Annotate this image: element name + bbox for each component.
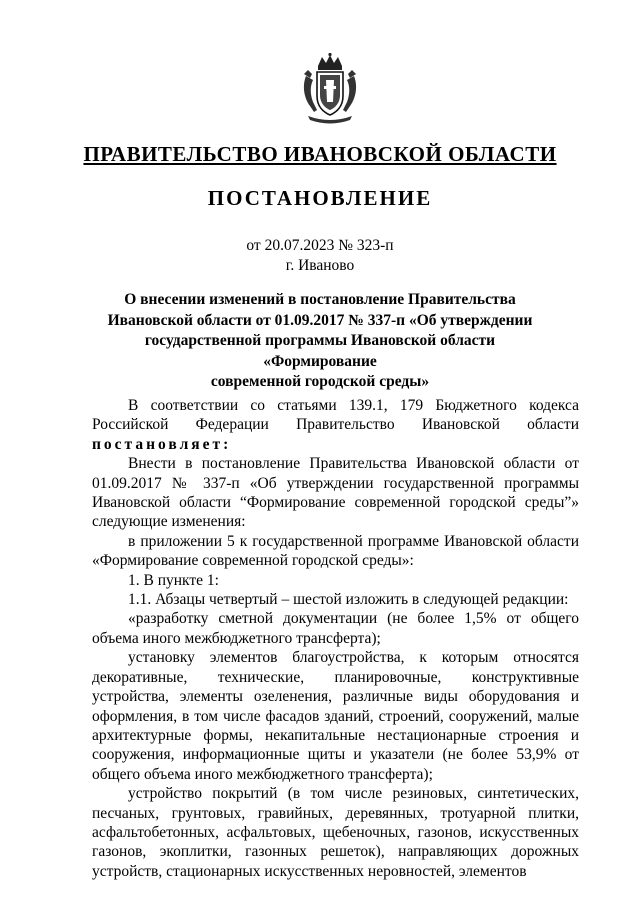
subject-line: Ивановской области от 01.09.2017 № 337-п «Об утверждении: [107, 311, 533, 329]
body-paragraph: Внести в постановление Правительства Ивановской области от 01.09.2017 № 337-п «Об утверждении государственной программы Ивановской области “Формирование современной городской среды”» следующие изменения:: [92, 455, 579, 531]
coat-of-arms-icon: [298, 52, 362, 124]
document-subject: [96, 290, 544, 393]
document-type: ПОСТАНОВЛЕНИЕ: [207, 186, 433, 210]
subject-line: современной городской среды»: [210, 373, 430, 390]
resolves-word: постановляет:: [92, 435, 232, 453]
document-body: [92, 396, 579, 881]
body-paragraph: [92, 396, 579, 454]
body-paragraph: устройство покрытий (в том числе резиновых, синтетических, песчаных, грунтовых, гравийных, деревянных, тротуарной плитки, асфальтобетонных, асфальтовых, щебеночных, газонов, искусственных газонов, экоплитки, газонных решеток), направляющих дорожных устройств, стационарных искусственных неровностей, элементов: [92, 785, 579, 880]
document-city: г. Иваново: [285, 257, 355, 274]
government-name: ПРАВИТЕЛЬСТВО ИВАНОВСКОЙ ОБЛАСТИ: [83, 142, 557, 166]
preamble-text: В соответствии со статьями 139.1, 179 Бюджетного кодекса Российской Федерации Правительство Ивановской области: [92, 397, 579, 434]
body-paragraph: «разработку сметной документации (не более 1,5% от общего объема иного межбюджетного трансферта);: [92, 610, 579, 647]
body-paragraph: 1.1. Абзацы четвертый – шестой изложить в следующей редакции:: [128, 591, 569, 609]
body-paragraph: 1. В пункте 1:: [128, 571, 219, 589]
body-paragraph: в приложении 5 к государственной программе Ивановской области «Формирование современной городской среды»:: [92, 532, 579, 570]
body-paragraph: установку элементов благоустройства, к которым относятся декоративные, технические, планировочные, конструктивные устройства, элементы озеленения, различные виды оборудования и оформления, в том числе фасадов зданий, строений, сооружений, малые архитектурные формы, некапитальные нестационарные строения и сооружения, информационные щиты и указатели (не более 53,9% от общего объема иного межбюджетного трансферта);: [92, 649, 579, 783]
document-date-number: от 20.07.2023 № 323-п: [246, 237, 394, 254]
subject-line: государственной программы Ивановской области «Формирование: [144, 332, 496, 370]
subject-line: О внесении изменений в постановление Правительства: [124, 291, 516, 308]
